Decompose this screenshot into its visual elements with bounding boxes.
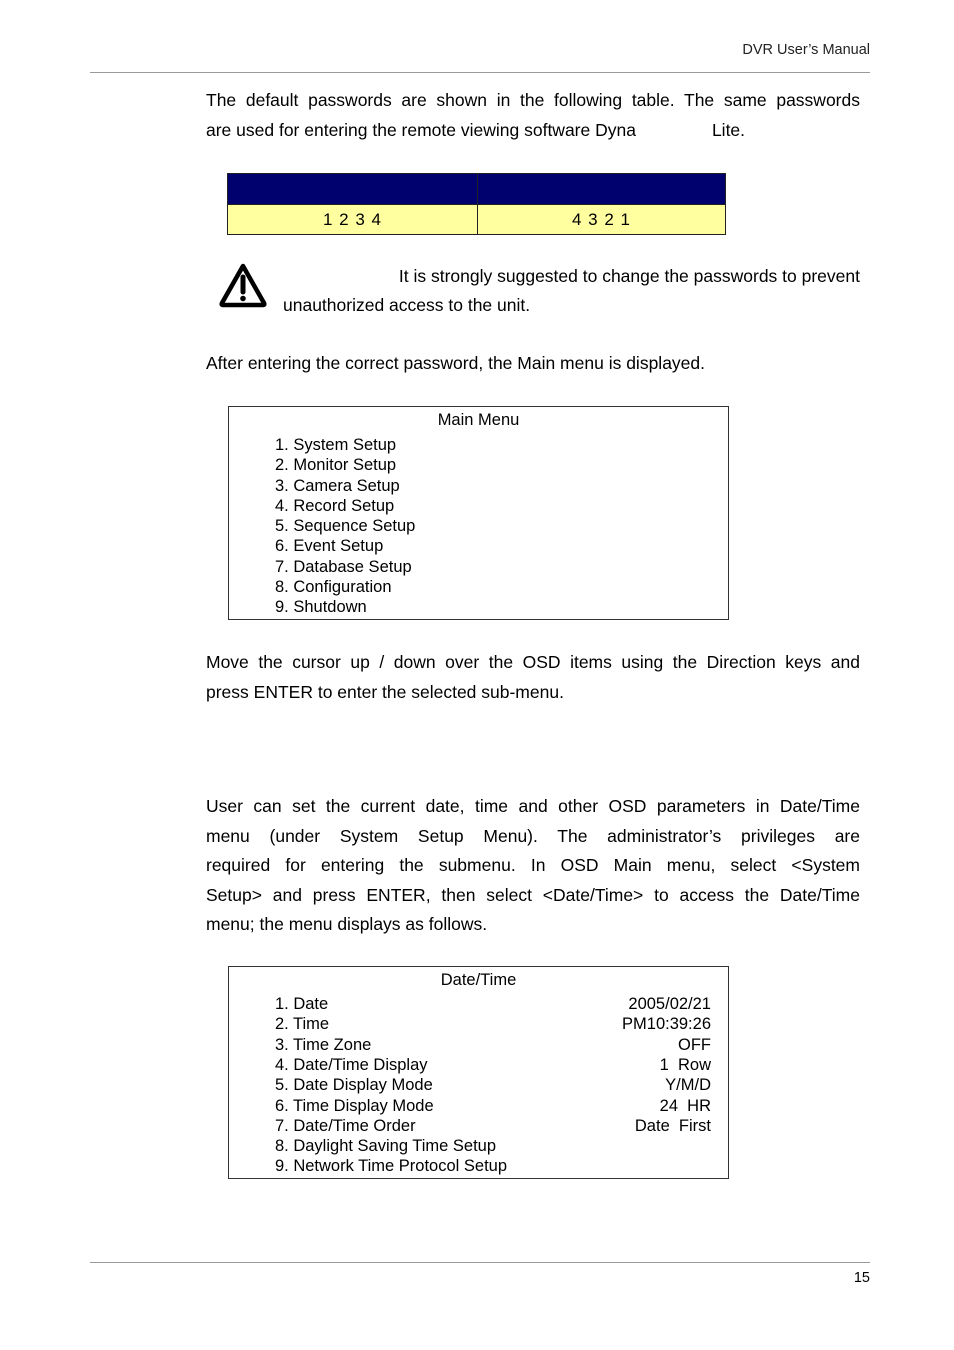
datetime-line-1: User can set the current date, time and other OSD parameters in Date/Time [206,796,860,816]
menu-item-date-display-mode[interactable]: 5. Date Display Mode [275,1076,433,1094]
intro-line-1: The default passwords are shown in the following table. The same passwords [206,90,860,110]
password-table-row [228,205,726,235]
menu-item-network-time-protocol[interactable]: 9. Network Time Protocol Setup [275,1157,508,1175]
password-table-header-1 [228,174,478,205]
date-time-order-value: Date First [634,1117,711,1135]
warning-text [283,262,860,320]
menu-item-time-display-mode[interactable]: 6. Time Display Mode [275,1097,434,1115]
password-value-2: 4 3 2 1 [478,205,726,235]
intro-line-2-start: are used for entering the remote viewing software Dyna [206,119,636,140]
cursor-line-1: Move the cursor up / down over the OSD items using the Direction keys and [206,652,860,672]
menu-item-system-setup[interactable]: 1. System Setup [275,436,397,454]
menu-item-time-zone[interactable]: 3. Time Zone [275,1036,372,1054]
footer-rule [90,1262,870,1263]
time-display-mode-value: 24 HR [659,1097,711,1115]
menu-item-daylight-saving[interactable]: 8. Daylight Saving Time Setup [275,1137,497,1155]
date-display-mode-value: Y/M/D [665,1076,711,1094]
menu-item-date[interactable]: 1. Date [275,995,329,1013]
menu-item-event-setup[interactable]: 6. Event Setup [275,537,384,555]
time-value: PM10:39:26 [622,1015,711,1033]
running-header: DVR User’s Manual [742,42,870,58]
menu-item-monitor-setup[interactable]: 2. Monitor Setup [275,456,397,474]
warning-line-2: unauthorized access to the unit. [283,295,531,315]
menu-item-sequence-setup[interactable]: 5. Sequence Setup [275,517,416,535]
menu-item-shutdown[interactable]: 9. Shutdown [275,598,367,616]
password-value-1: 1 2 3 4 [228,205,478,235]
datetime-line-3: required for entering the submenu. In OSD Main menu, select <System [206,855,860,875]
datetime-menu-box [228,966,729,1179]
datetime-menu-title: Date/Time [440,971,517,989]
menu-item-record-setup[interactable]: 4. Record Setup [275,497,395,515]
main-menu-box [228,406,729,620]
header-rule [90,72,870,73]
intro-paragraph [206,86,860,145]
warning-icon [218,262,268,308]
cursor-paragraph [206,648,860,707]
password-table-header-row [228,174,726,205]
menu-item-configuration[interactable]: 8. Configuration [275,578,392,596]
password-table-header-2 [478,174,726,205]
date-value: 2005/02/21 [628,995,711,1013]
warning-line-1: It is strongly suggested to change the passwords to prevent [398,266,860,286]
menu-item-database-setup[interactable]: 7. Database Setup [275,558,412,576]
menu-item-date-time-order[interactable]: 7. Date/Time Order [275,1117,416,1135]
cursor-line-2: press ENTER to enter the selected sub-menu. [206,681,564,702]
page-number: 15 [853,1270,870,1286]
after-password-text: After entering the correct password, the Main menu is displayed. [206,353,705,373]
password-table [227,173,726,235]
menu-item-date-time-display[interactable]: 4. Date/Time Display [275,1056,428,1074]
datetime-line-5: menu; the menu displays as follows. [206,914,488,934]
menu-item-time[interactable]: 2. Time [275,1015,330,1033]
datetime-line-4: Setup> and press ENTER, then select <Date/Time> to access the Date/Time [206,884,860,905]
intro-line-2 [206,116,860,146]
menu-item-camera-setup[interactable]: 3. Camera Setup [275,477,400,495]
time-zone-value: OFF [678,1036,711,1054]
main-menu-title: Main Menu [437,411,520,429]
intro-line-2-end: Lite. [711,119,746,140]
datetime-paragraph [206,792,860,940]
date-time-display-value: 1 Row [659,1056,711,1074]
datetime-line-2: menu (under System Setup Menu). The administrator’s privileges are [206,825,860,846]
